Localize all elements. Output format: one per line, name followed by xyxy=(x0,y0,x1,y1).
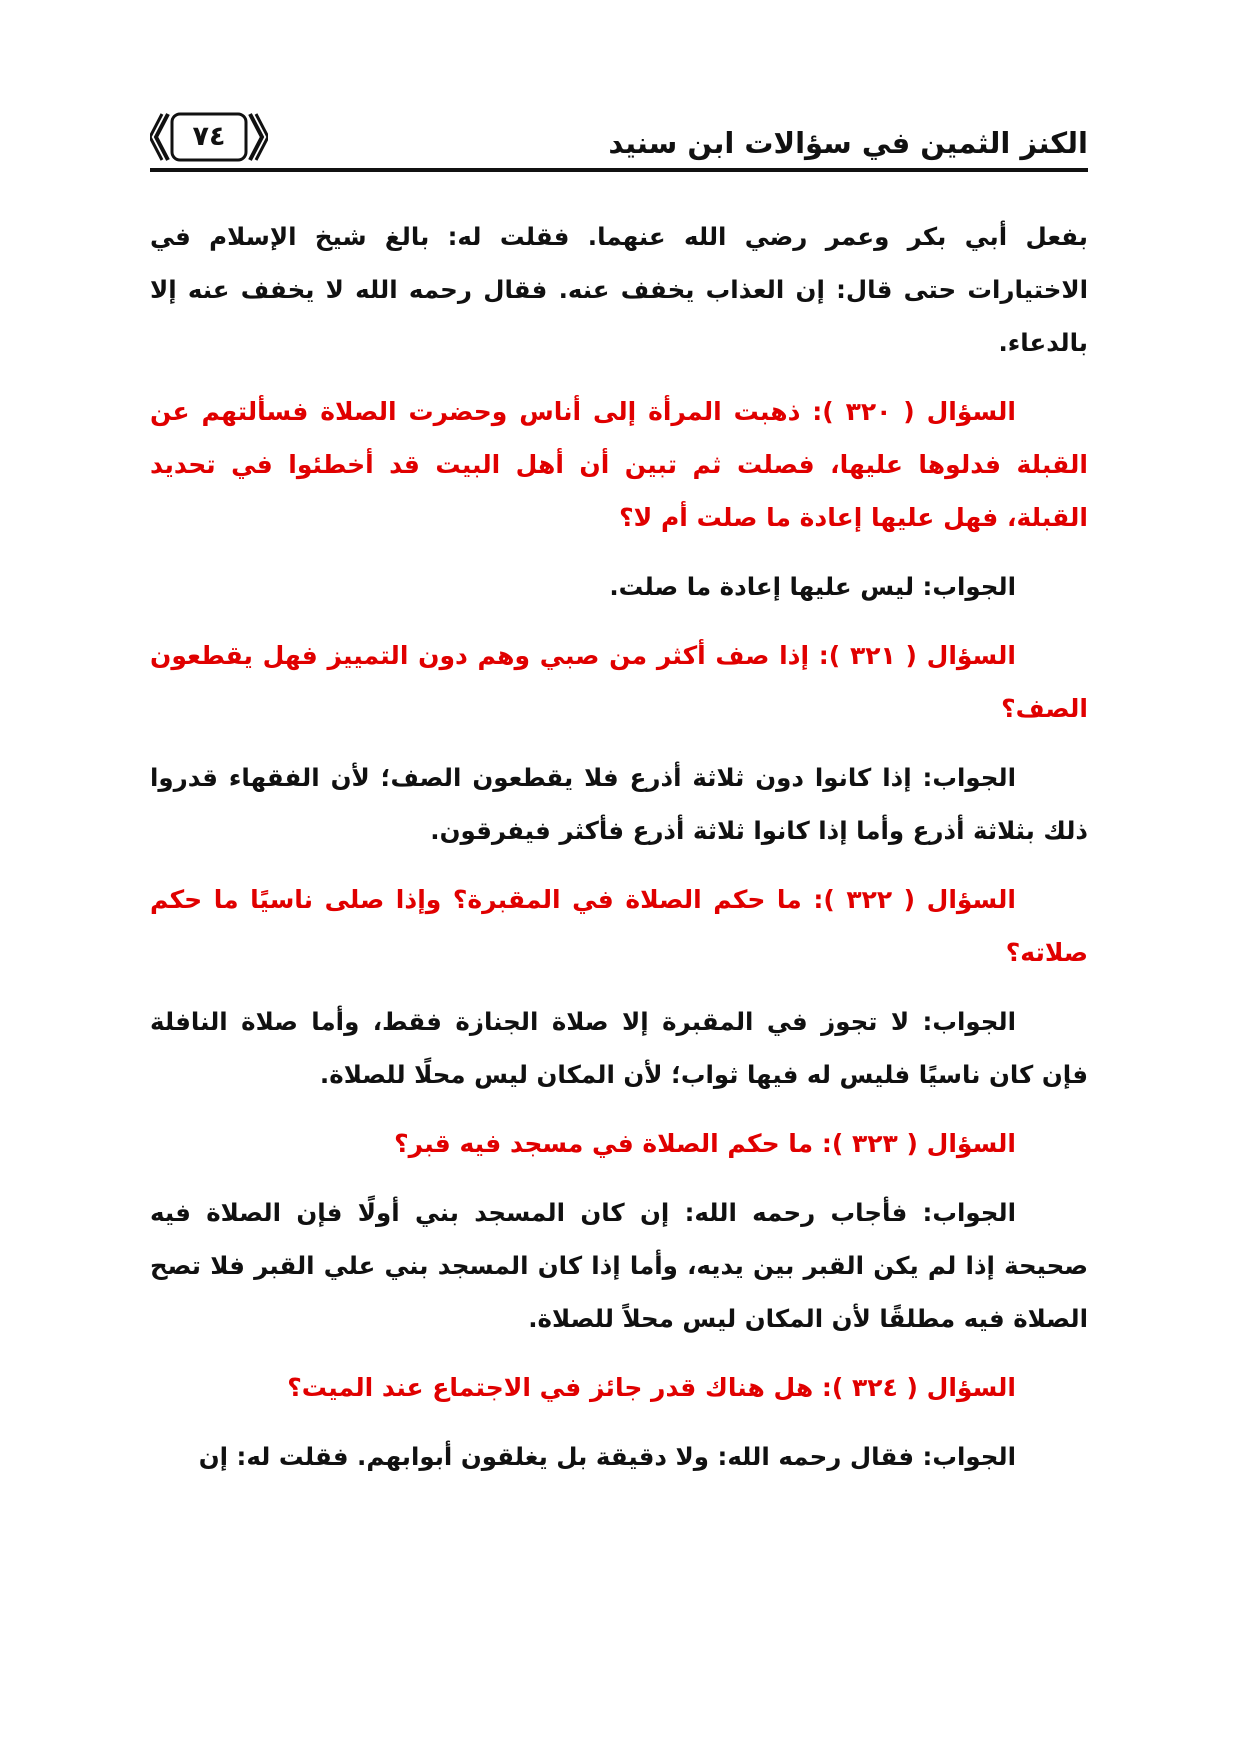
question-paragraph xyxy=(150,1361,1088,1414)
page-content xyxy=(150,210,1088,1483)
paragraph-text: بفعل أبي بكر وعمر رضي الله عنهما. فقلت له: بالغ شيخ الإسلام في الاختيارات حتى قال: إن العذاب يخفف عنه. فقال رحمه الله لا يخفف عنه إلا بالدعاء. xyxy=(150,222,1088,357)
answer-text: : إذا كانوا دون ثلاثة أذرع فلا يقطعون الصف؛ لأن الفقهاء قدروا ذلك بثلاثة أذرع وأما إذا كانوا ثلاثة أذرع فأكثر فيفرقون. xyxy=(150,763,1088,845)
answer-label: الجواب xyxy=(932,1442,1016,1471)
question-text: ما حكم الصلاة في المقبرة؟ وإذا صلى ناسيًا ما حكم صلاته؟ xyxy=(150,885,1088,967)
question-number: ( ٣٢٤ ): xyxy=(821,1373,918,1402)
question-text: ما حكم الصلاة في مسجد فيه قبر؟ xyxy=(394,1129,814,1158)
question-number: ( ٣٢٣ ): xyxy=(821,1129,918,1158)
answer-label: الجواب xyxy=(932,1198,1016,1227)
question-text: هل هناك قدر جائز في الاجتماع عند الميت؟ xyxy=(287,1373,814,1402)
book-title: الكنز الثمين في سؤالات ابن سنيد xyxy=(608,126,1088,160)
answer-text: : فقال رحمه الله: ولا دقيقة بل يغلقون أبوابهم. فقلت له: إن xyxy=(198,1442,933,1471)
answer-label: الجواب xyxy=(932,572,1016,601)
question-label: السؤال xyxy=(926,641,1016,670)
answer-label: الجواب xyxy=(932,1007,1016,1036)
page-number-badge xyxy=(150,110,268,164)
question-label: السؤال xyxy=(926,885,1016,914)
question-label: السؤال xyxy=(926,1129,1016,1158)
question-number: ( ٣٢٢ ): xyxy=(813,885,916,914)
answer-paragraph xyxy=(150,560,1088,613)
answer-text: : ليس عليها إعادة ما صلت. xyxy=(609,572,933,601)
answer-paragraph xyxy=(150,751,1088,857)
question-paragraph xyxy=(150,1117,1088,1170)
answer-text: : فأجاب رحمه الله: إن كان المسجد بني أولًا فإن الصلاة فيه صحيحة إذا لم يكن القبر بين يديه، وأما إذا كان المسجد بني علي القبر فلا تصح الصلاة فيه مطلقًا لأن المكان ليس محلاً للصلاة. xyxy=(150,1198,1088,1333)
question-paragraph xyxy=(150,873,1088,979)
question-paragraph xyxy=(150,629,1088,735)
answer-paragraph xyxy=(150,1430,1088,1483)
header-rule xyxy=(150,168,1088,172)
answer-paragraph xyxy=(150,995,1088,1101)
question-text: ذهبت المرأة إلى أناس وحضرت الصلاة فسألتهم عن القبلة فدلوها عليها، فصلت ثم تبين أن أهل البيت قد أخطئوا في تحديد القبلة، فهل عليها إعادة ما صلت أم لا؟ xyxy=(150,397,1088,532)
question-label: السؤال xyxy=(926,397,1016,426)
page-number: ٧٤ xyxy=(192,121,226,152)
question-number: ( ٣٢١ ): xyxy=(818,641,917,670)
question-paragraph xyxy=(150,385,1088,544)
question-number: ( ٣٢٠ ): xyxy=(812,397,915,426)
question-label: السؤال xyxy=(926,1373,1016,1402)
question-text: إذا صف أكثر من صبي وهم دون التمييز فهل يقطعون الصف؟ xyxy=(150,641,1088,723)
answer-text: : لا تجوز في المقبرة إلا صلاة الجنازة فقط، وأما صلاة النافلة فإن كان ناسيًا فليس له فيها ثواب؛ لأن المكان ليس محلًا للصلاة. xyxy=(150,1007,1088,1089)
answer-label: الجواب xyxy=(932,763,1016,792)
answer-paragraph xyxy=(150,1186,1088,1345)
paragraph xyxy=(150,210,1088,369)
page-header xyxy=(150,108,1088,178)
